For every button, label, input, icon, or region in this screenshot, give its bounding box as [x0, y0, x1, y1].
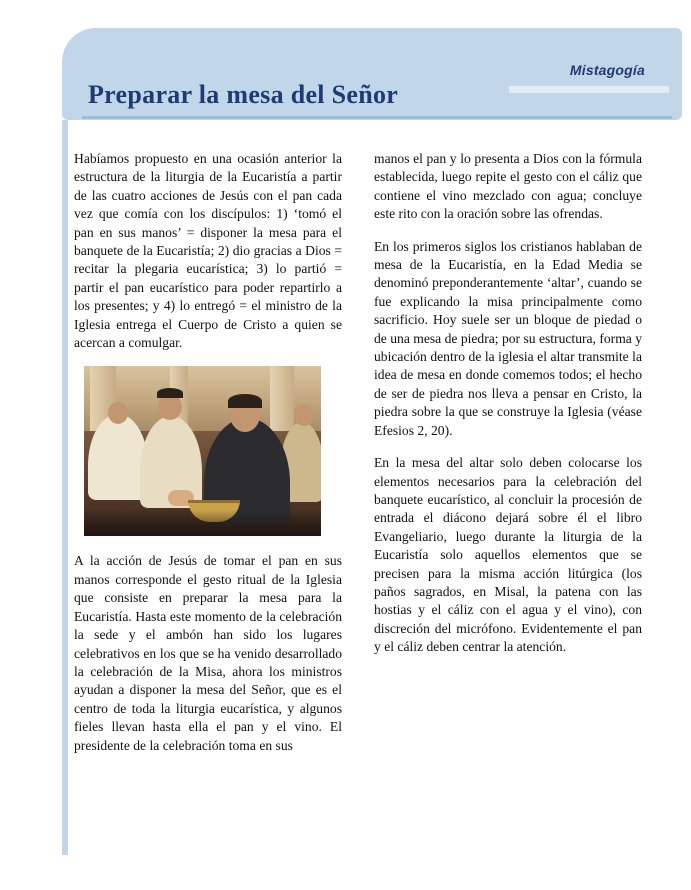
page-title: Preparar la mesa del Señor [88, 80, 399, 109]
paragraph: A la acción de Jesús de tomar el pan en sus manos corresponde el gesto ritual de la Iglesia que consiste en preparar la mesa para la Eucaristía. Hasta este momento de la celebración la sede y el ambón han sido los lugares celebrativos en los que se ha venido desarrollado la celebración de la Misa, ahora los ministros ayudan a disponer la mesa del Señor, que es el centro de toda la liturgia eucarística, y algunos fieles llevan hasta ella el pan y el vino. El presidente de la celebración toma en sus [74, 553, 342, 753]
paragraph: manos el pan y lo presenta a Dios con la fórmula establecida, luego repite el gesto con el cáliz que contiene el vino mezclado con agua; concluye este rito con la oración sobre las ofrendas. [374, 151, 642, 222]
photo-shadow [84, 510, 321, 536]
paragraph: En los primeros siglos los cristianos hablaban de mesa de la Eucaristía, en la Edad Media se denominó preponderantemente ‘altar’, cuando se fue explicando la misa principalmente como sacrificio. Hoy suele ser un bloque de piedad o de una mesa de piedra; por su estructura, forma y ubicación dentro de la iglesia el altar transmite la idea de mesa en donde comemos todos; el hecho de ser de piedra nos lleva a pensar en Cristo, la piedra sobre la que se construye la Iglesia (véase Efesios 2, 20). [374, 238, 642, 438]
photo-ministers-at-altar [84, 366, 321, 536]
section-kicker: Mistagogía [569, 62, 645, 78]
paragraph: En la mesa del altar solo deben colocarse los elementos necesarios para la celebración del banquete eucarístico, al concluir la procesión de entrada el diácono dejará sobre él el libro Evangeliario, luego durante la liturgia de la Eucaristía solo aquellos elementos que se precisen para la misma acción litúrgica (los paños sagrados, en Misal, la patena con las hostias y el cáliz con el agua y el vino), con discreción del micrófono. Evidentemente el pan y el cáliz deben centrar la atención. [374, 455, 642, 655]
photo-figure-hair [157, 388, 183, 398]
left-vertical-rule [62, 120, 68, 855]
article-columns [74, 150, 674, 850]
kicker-rule [509, 86, 669, 93]
paragraph: Habíamos propuesto en una ocasión anterior la estructura de la liturgia de la Eucaristía a partir de las cuatro acciones de Jesús con el pan cada vez que comía con los discípulos: 1) ‘tomó el pan en sus manos’ = disponer la mesa para el banquete de la Eucaristía; 2) dio gracias a Dios = recitar la plegaria eucarística; 3) lo partió = partir el pan eucarístico para poder repartirlo a los presentes; y 4) lo entregó = el ministro de la Iglesia entrega el Cuerpo de Cristo a quien se acercan a comulgar. [74, 151, 342, 351]
left-column [74, 150, 342, 850]
right-column [374, 150, 642, 850]
photo-figure-hair [228, 394, 262, 408]
title-underline [82, 116, 672, 119]
